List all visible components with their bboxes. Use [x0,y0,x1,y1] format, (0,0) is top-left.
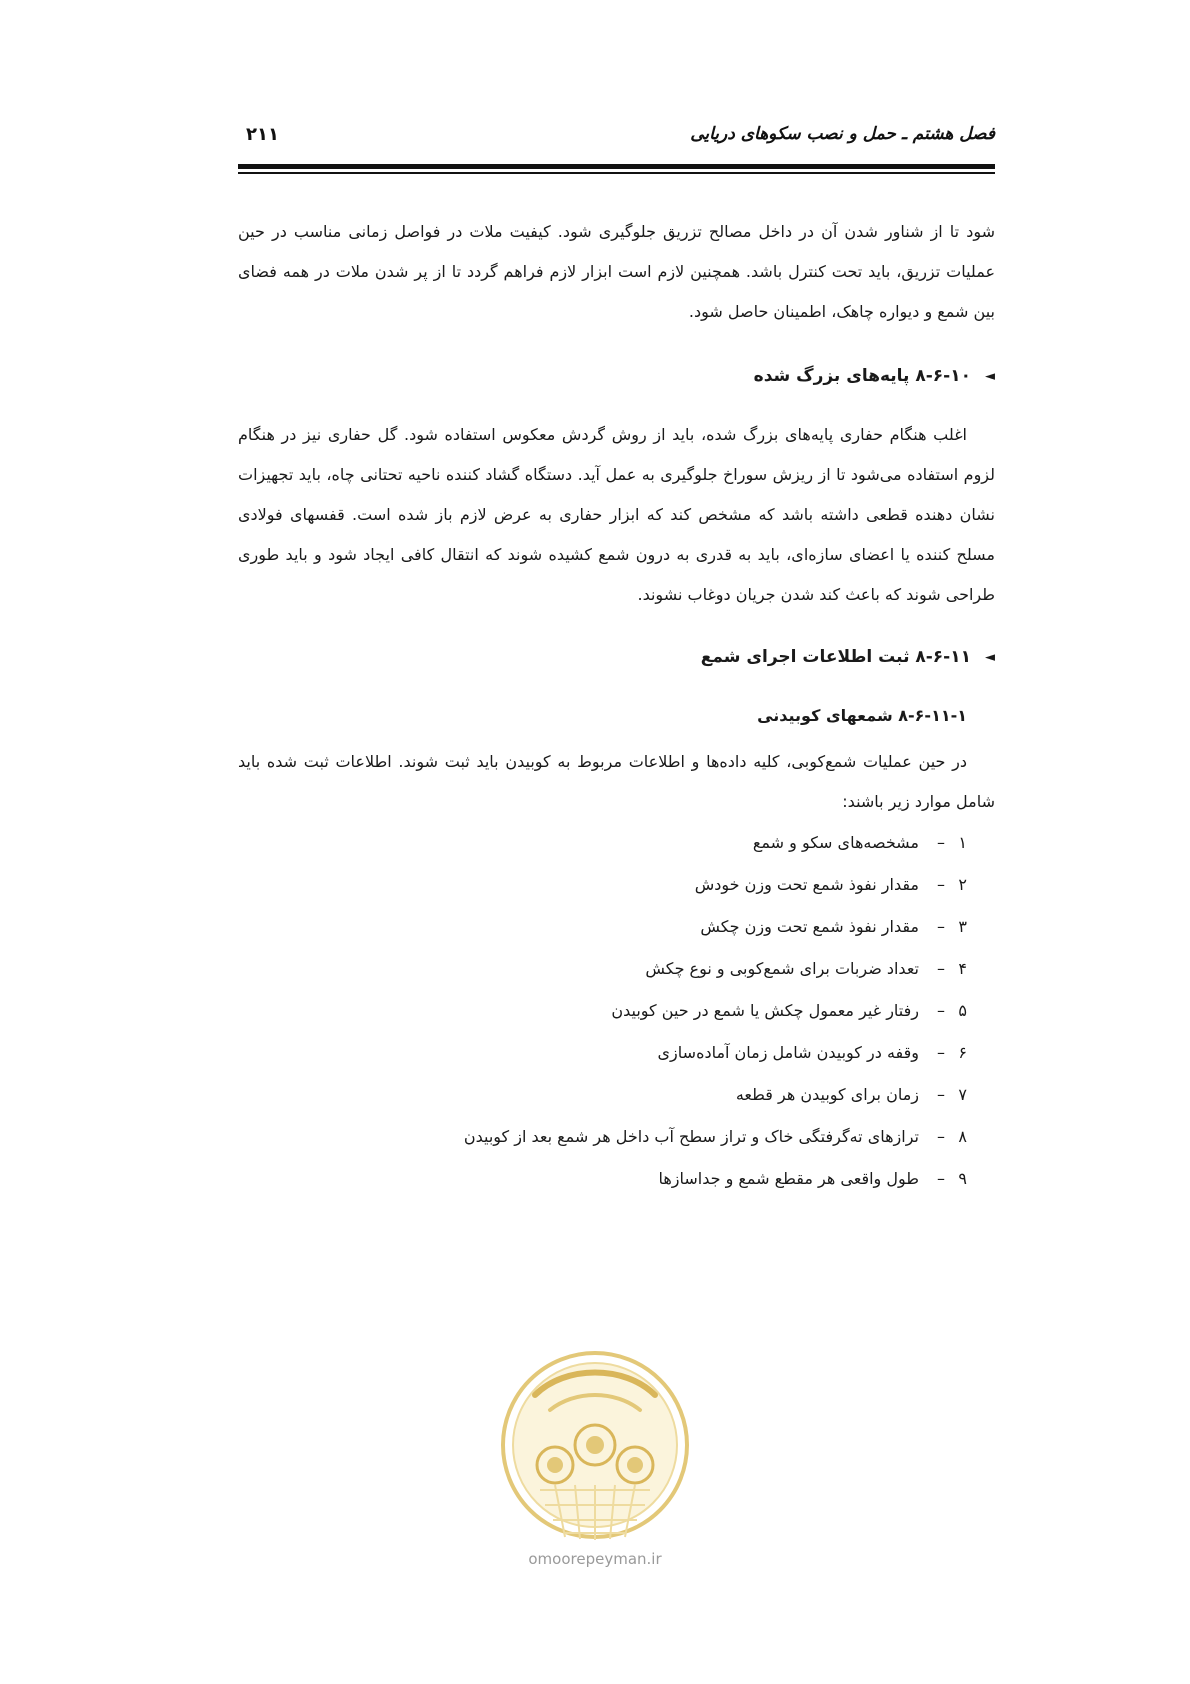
list-dash: – [937,1001,945,1020]
list-item-number: ۱ [958,833,967,852]
header-rule-thick [238,164,995,169]
list-item [238,1074,967,1116]
list-dash: – [937,1043,945,1062]
list-item-text: مقدار نفوذ شمع تحت وزن چکش [700,917,919,936]
list-item-text: مشخصه‌های سکو و شمع [752,833,919,852]
list-item-number: ۶ [958,1043,967,1062]
section-11-paragraph: در حین عملیات شمع‌کوبی، کلیه داده‌ها و اطلاعات مربوط به کوبیدن باید ثبت شوند. اطلاعات ثبت شده باید شامل موارد زیر باشند: [238,752,995,811]
heading-bullet-icon: ◄ [985,650,995,665]
watermark-logo [495,1325,695,1575]
list-item-number: ۷ [958,1085,967,1104]
page-number: ۲۱۱ [246,124,279,145]
list-dash: – [937,1127,945,1146]
list-item [238,864,967,906]
list-item-text: تعداد ضربات برای شمع‌کوبی و نوع چکش [645,959,919,978]
section-heading-11 [238,637,995,678]
list-item [238,1158,967,1200]
intro-paragraph: شود تا از شناور شدن آن در داخل مصالح تزریق جلوگیری شود. کیفیت ملات در فواصل زمانی مناسب در حین عملیات تزریق، باید تحت کنترل باشد. همچنین لازم است ابزار لازم فراهم گردد تا از پر شدن ملات در همه فضای بین شمع و دیواره چاهک، اطمینان حاصل شود. [238,222,995,321]
section-10-paragraph: اغلب هنگام حفاری پایه‌های بزرگ شده، باید از روش گردش معکوس استفاده شود. گل حفاری نیز در هنگام لزوم استفاده می‌شود تا از ریزش سوراخ جلوگیری به عمل آید. دستگاه گشاد کننده ناحیه تحتانی چاه، باید تجهیزات نشان دهنده قطعی داشته باشد که مشخص کند که ابزار حفاری به عرض لازم باز شده است. قفسهای فولادی مسلح کننده یا اعضای سازه‌ای، باید به قدری به درون شمع کشیده شوند که انتقال کافی ایجاد شود و باید طوری طراحی شوند که باعث کند شدن جریان دوغاب نشوند. [238,425,995,604]
list-item-text: مقدار نفوذ شمع تحت وزن خودش [694,875,919,894]
list-item-number: ۵ [958,1001,967,1020]
list-item-number: ۲ [958,875,967,894]
list-dash: – [937,917,945,936]
list-item-number: ۳ [958,917,967,936]
list-dash: – [937,959,945,978]
list-item-number: ۹ [958,1169,967,1188]
list-dash: – [937,875,945,894]
chapter-title: فصل هشتم ـ حمل و نصب سکوهای دریایی [690,124,995,144]
list-item [238,906,967,948]
section-title-10: ۸-۶-۱۰ پایه‌های بزرگ شده [753,366,971,386]
list-item-text: رفتار غیر معمول چکش یا شمع در حین کوبیدن [611,1001,919,1020]
list-item-text: وقفه در کوبیدن شامل زمان آماده‌سازی [657,1043,919,1062]
subsection-title: ۸-۶-۱۱-۱ شمعهای کوبیدنی [757,706,967,725]
list-item [238,1116,967,1158]
header-rule-thin [238,172,995,174]
list-item [238,948,967,990]
list-dash: – [937,1085,945,1104]
heading-bullet-icon: ◄ [985,369,995,384]
watermark-caption: omoorepeyman.ir [528,1550,662,1568]
section-title-11: ۸-۶-۱۱ ثبت اطلاعات اجرای شمع [700,647,971,667]
section-heading-10 [238,356,995,397]
record-items-list [238,822,995,1200]
list-item-number: ۴ [958,959,967,978]
list-item-number: ۸ [958,1127,967,1146]
list-dash: – [937,833,945,852]
list-item [238,990,967,1032]
list-item-text: ترازهای ته‌گرفتگی خاک و تراز سطح آب داخل هر شمع بعد از کوبیدن [463,1127,919,1146]
list-dash: – [937,1169,945,1188]
list-item-text: زمان برای کوبیدن هر قطعه [735,1085,919,1104]
list-item-text: طول واقعی هر مقطع شمع و جداسازها [658,1169,919,1188]
list-item [238,1032,967,1074]
page-body [238,212,995,1200]
list-item [238,822,967,864]
